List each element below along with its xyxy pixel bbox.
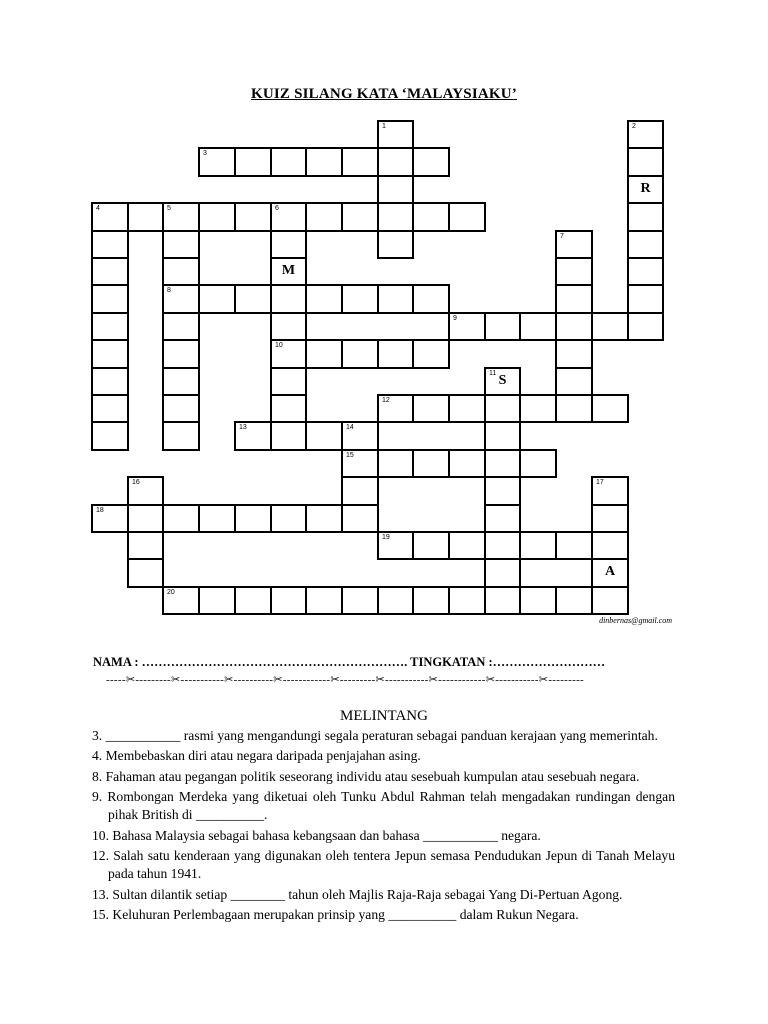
grid-cell[interactable] [162, 230, 200, 259]
grid-cell[interactable] [234, 284, 272, 314]
grid-cell[interactable] [555, 230, 593, 259]
grid-cell[interactable] [377, 394, 414, 423]
grid-cell[interactable] [484, 476, 521, 506]
clue-3: 3. ___________ rasmi yang mengandungi segala peraturan sebagai panduan kerajaan yang memerintah. [92, 728, 658, 743]
grid-cell[interactable] [627, 147, 664, 177]
grid-cell[interactable] [91, 202, 129, 232]
grid-cell[interactable] [627, 257, 664, 286]
grid-cell[interactable] [412, 202, 450, 232]
grid-cell[interactable] [91, 504, 129, 533]
grid-cell[interactable] [484, 449, 521, 478]
grid-cell[interactable] [91, 394, 129, 423]
grid-cell[interactable] [448, 312, 486, 341]
grid-cell[interactable] [305, 504, 343, 533]
grid-cell[interactable] [162, 284, 200, 314]
grid-cell[interactable] [591, 312, 629, 341]
grid-cell[interactable] [162, 202, 200, 232]
clue-number: 11 [489, 370, 497, 377]
grid-cell[interactable] [162, 504, 200, 533]
grid-cell[interactable] [198, 586, 236, 615]
grid-cell[interactable] [519, 531, 557, 560]
grid-cell[interactable] [412, 284, 450, 314]
grid-cell[interactable] [91, 339, 129, 369]
clue-number: 10 [275, 342, 283, 349]
clue-number: 1 [382, 123, 386, 130]
grid-cell[interactable] [591, 476, 629, 506]
grid-cell[interactable] [162, 339, 200, 369]
grid-cell[interactable] [412, 449, 450, 478]
grid-cell[interactable] [484, 367, 521, 396]
grid-cell[interactable] [555, 586, 593, 615]
clue-number: 18 [96, 507, 104, 514]
grid-cell[interactable] [305, 339, 343, 369]
grid-cell[interactable] [377, 230, 414, 259]
grid-cell[interactable] [305, 202, 343, 232]
grid-cell[interactable] [270, 504, 307, 533]
grid-cell[interactable] [91, 257, 129, 286]
clue-number: 7 [560, 233, 564, 240]
grid-cell[interactable] [591, 558, 629, 588]
grid-cell[interactable] [484, 531, 521, 560]
given-letter: R [640, 181, 651, 196]
grid-cell[interactable] [519, 449, 557, 478]
grid-cell[interactable] [198, 202, 236, 232]
grid-cell[interactable] [341, 421, 379, 451]
grid-cell[interactable] [341, 504, 379, 533]
grid-cell[interactable] [377, 202, 414, 232]
grid-cell[interactable] [234, 202, 272, 232]
grid-cell[interactable] [555, 531, 593, 560]
grid-cell[interactable] [377, 339, 414, 369]
grid-cell[interactable] [555, 367, 593, 396]
grid-cell[interactable] [484, 504, 521, 533]
grid-cell[interactable] [555, 312, 593, 341]
grid-cell[interactable] [91, 367, 129, 396]
grid-cell[interactable] [412, 586, 450, 615]
grid-cell[interactable] [270, 586, 307, 615]
grid-cell[interactable] [555, 284, 593, 314]
given-letter: S [498, 373, 507, 388]
clue-list [92, 727, 675, 927]
grid-cell[interactable] [484, 558, 521, 588]
grid-cell[interactable] [270, 284, 307, 314]
clue-12: 12. Salah satu kenderaan yang digunakan oleh tentera Jepun semasa Pendudukan Jepun di Tanah Melayu pada tahun 1941. [92, 848, 675, 882]
grid-cell[interactable] [270, 257, 307, 286]
grid-cell[interactable] [484, 586, 521, 615]
grid-cell[interactable] [484, 312, 521, 341]
grid-cell[interactable] [377, 284, 414, 314]
grid-cell[interactable] [377, 531, 414, 560]
clue-number: 9 [453, 315, 457, 322]
grid-cell[interactable] [377, 175, 414, 204]
grid-cell[interactable] [270, 421, 307, 451]
grid-cell[interactable] [127, 504, 164, 533]
grid-cell[interactable] [448, 202, 486, 232]
grid-cell[interactable] [448, 531, 486, 560]
grid-cell[interactable] [270, 202, 307, 232]
grid-cell[interactable] [555, 339, 593, 369]
grid-cell[interactable] [162, 421, 200, 451]
clue-9: 9. Rombongan Merdeka yang diketuai oleh Tunku Abdul Rahman telah mengadakan rundingan dengan pihak British di __________. [92, 789, 675, 823]
grid-cell[interactable] [91, 312, 129, 341]
clue-number: 3 [203, 150, 207, 157]
grid-cell[interactable] [627, 312, 664, 341]
grid-cell[interactable] [484, 394, 521, 423]
grid-cell[interactable] [341, 449, 379, 478]
grid-cell[interactable] [270, 230, 307, 259]
grid-cell[interactable] [519, 586, 557, 615]
grid-cell[interactable] [198, 284, 236, 314]
grid-cell[interactable] [555, 394, 593, 423]
clue-number: 2 [632, 123, 636, 130]
clue-number: 14 [346, 424, 354, 431]
grid-cell[interactable] [127, 202, 164, 232]
clue-10: 10. Bahasa Malaysia sebagai bahasa kebangsaan dan bahasa ___________ negara. [92, 827, 541, 843]
grid-cell[interactable] [305, 147, 343, 177]
clue-number: 17 [596, 479, 604, 486]
grid-cell[interactable] [591, 394, 629, 423]
grid-cell[interactable] [270, 394, 307, 423]
grid-cell[interactable] [448, 449, 486, 478]
grid-cell[interactable] [270, 147, 307, 177]
grid-cell[interactable] [341, 284, 379, 314]
grid-cell[interactable] [127, 531, 164, 560]
grid-cell[interactable] [234, 421, 272, 451]
grid-cell[interactable] [448, 394, 486, 423]
clue-number: 8 [167, 287, 171, 294]
cut-line: -----✂---------✂-----------✂----------✂------------✂---------✂-----------✂------------✂-----------✂--------- [106, 674, 584, 686]
grid-cell[interactable] [591, 531, 629, 560]
grid-cell[interactable] [234, 586, 272, 615]
grid-cell[interactable] [305, 586, 343, 615]
grid-cell[interactable] [162, 586, 200, 615]
grid-cell[interactable] [627, 175, 664, 204]
grid-cell[interactable] [270, 339, 307, 369]
grid-cell[interactable] [377, 586, 414, 615]
grid-cell[interactable] [127, 558, 164, 588]
grid-cell[interactable] [412, 147, 450, 177]
grid-cell[interactable] [127, 476, 164, 506]
grid-cell[interactable] [627, 120, 664, 149]
grid-cell[interactable] [412, 339, 450, 369]
clue-15: 15. Keluhuran Perlembagaan merupakan prinsip yang __________ dalam Rukun Negara. [92, 907, 579, 923]
clue-number: 15 [346, 452, 354, 459]
grid-cell[interactable] [162, 312, 200, 341]
given-letter: A [604, 564, 616, 579]
grid-cell[interactable] [198, 504, 236, 533]
grid-cell[interactable] [484, 421, 521, 451]
clue-number: 4 [96, 205, 100, 212]
quiz-title: KUIZ SILANG KATA ‘MALAYSIAKU’ [251, 86, 517, 102]
clue-13: 13. Sultan dilantik setiap ________ tahun oleh Majlis Raja-Raja sebagai Yang Di-Pertuan Agong. [92, 886, 623, 902]
clue-number: 16 [132, 479, 140, 486]
grid-cell[interactable] [591, 504, 629, 533]
grid-cell[interactable] [198, 147, 236, 177]
grid-cell[interactable] [305, 421, 343, 451]
grid-cell[interactable] [270, 312, 307, 341]
grid-cell[interactable] [91, 421, 129, 451]
clue-4: 4. Membebaskan diri atau negara daripada penjajahan asing. [92, 748, 421, 764]
clue-number: 5 [167, 205, 171, 212]
grid-cell[interactable] [627, 230, 664, 259]
clue-number: 13 [239, 424, 247, 431]
grid-cell[interactable] [234, 147, 272, 177]
grid-cell[interactable] [412, 531, 450, 560]
grid-cell[interactable] [377, 120, 414, 149]
grid-cell[interactable] [377, 449, 414, 478]
section-heading-melintang: MELINTANG [340, 708, 428, 724]
grid-cell[interactable] [555, 257, 593, 286]
grid-cell[interactable] [412, 394, 450, 423]
grid-cell[interactable] [162, 394, 200, 423]
author-email: dinbernas@gmail.com [599, 616, 672, 625]
grid-cell[interactable] [270, 367, 307, 396]
grid-cell[interactable] [519, 312, 557, 341]
clue-number: 20 [167, 589, 175, 596]
grid-cell[interactable] [627, 284, 664, 314]
clue-number: 19 [382, 534, 390, 541]
grid-cell[interactable] [91, 230, 129, 259]
name-class-line: NAMA : ………………………………………………………. TINGKATAN :……………………… [93, 655, 606, 669]
clue-number: 12 [382, 397, 390, 404]
grid-cell[interactable] [162, 257, 200, 286]
clue-number: 6 [275, 205, 279, 212]
grid-cell[interactable] [341, 147, 379, 177]
grid-cell[interactable] [377, 147, 414, 177]
grid-cell[interactable] [341, 339, 379, 369]
grid-cell[interactable] [341, 202, 379, 232]
grid-cell[interactable] [448, 586, 486, 615]
clue-8: 8. Fahaman atau pegangan politik seseorang individu atau sesebuah kumpulan atau sesebuah negara. [92, 768, 640, 784]
grid-cell[interactable] [341, 586, 379, 615]
grid-cell[interactable] [519, 394, 557, 423]
grid-cell[interactable] [341, 476, 379, 506]
grid-cell[interactable] [591, 586, 629, 615]
grid-cell[interactable] [91, 284, 129, 314]
given-letter: M [281, 263, 296, 278]
grid-cell[interactable] [162, 367, 200, 396]
grid-cell[interactable] [234, 504, 272, 533]
grid-cell[interactable] [627, 202, 664, 232]
grid-cell[interactable] [305, 284, 343, 314]
